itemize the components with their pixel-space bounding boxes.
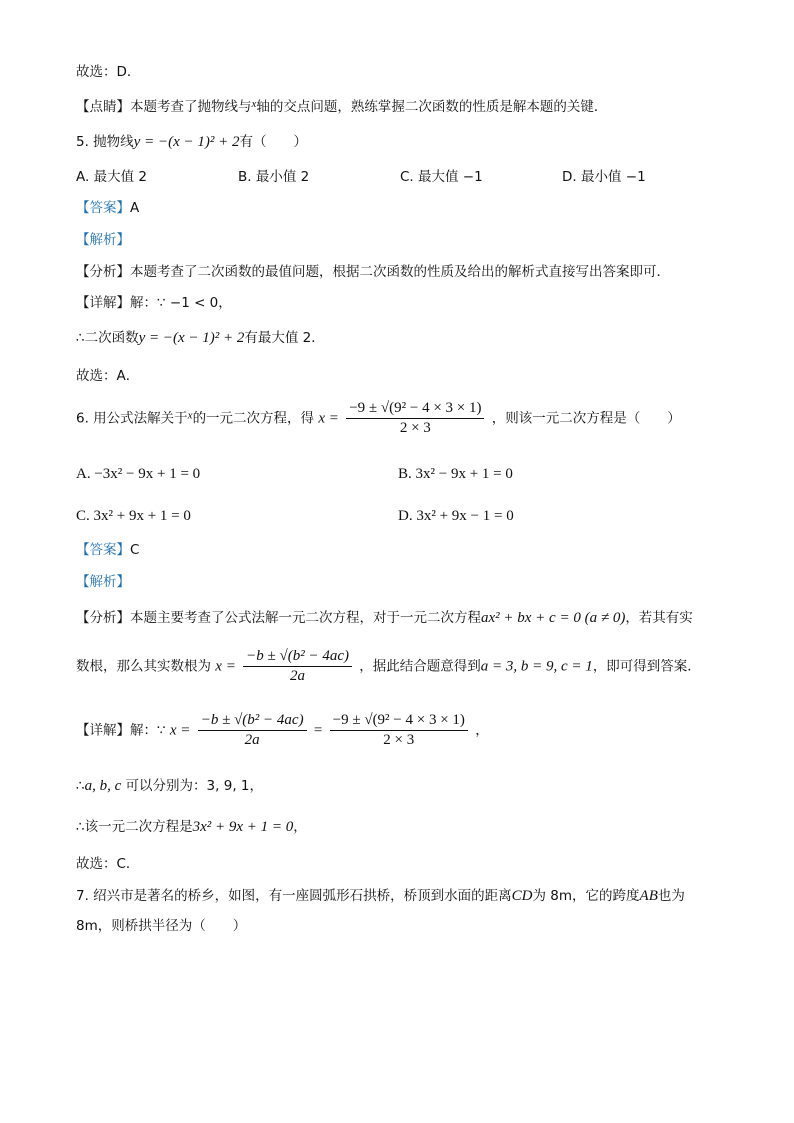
q5-option-b: B. 最小值 2 xyxy=(238,169,310,185)
question-7-line1: 7. 绍兴市是著名的桥乡，如图，有一座圆弧形石拱桥，桥顶到水面的距离CD为 8m，它的跨度AB也为 xyxy=(76,888,685,904)
detail-q6-line2: ∴a, b, c 可以分别为：3, 9, 1， xyxy=(76,778,263,794)
choice-q5: 故选：A． xyxy=(76,368,140,384)
comment-tag: 【点睛】 xyxy=(76,99,130,115)
detail-q6-line3: ∴该一元二次方程是3x² + 9x + 1 = 0， xyxy=(76,819,307,835)
answer-tag: 【答案】 xyxy=(76,200,130,216)
detail-q6-line1: 【详解】解：∵ x = $\frac{\text{−b ± √(b² − 4ac)}}{2a}$ = $\frac{\text{−9 ± √(9² − 4 × 3 × 1)}}{2 \times 3}$ ， xyxy=(76,712,489,748)
analysis-heading-q5: 【解析】 xyxy=(76,232,130,248)
answer-q5: 【答案】A xyxy=(76,200,140,216)
analysis-q5: 【分析】本题考查了二次函数的最值问题，根据二次函数的性质及给出的解析式直接写出答案即可． xyxy=(76,264,670,280)
question-5: 5. 抛物线y = −(x − 1)² + 2有（ ） xyxy=(76,134,307,150)
q6-option-c: C. 3x² + 9x + 1 = 0 xyxy=(76,508,191,524)
q6-fraction: $\frac{\text{−9 ± √(9² − 4 × 3 × 1)}}{2 \times 3}$ xyxy=(346,400,484,437)
q6-option-d: D. 3x² + 9x − 1 = 0 xyxy=(398,508,514,524)
analysis-q6-line1: 【分析】本题主要考查了公式法解一元二次方程，对于一元二次方程ax² + bx + c = 0 (a ≠ 0)，若其有实 xyxy=(76,610,693,626)
q5-option-a: A. 最大值 2 xyxy=(76,169,147,185)
question-7-line2: 8m，则桥拱半径为（ ） xyxy=(76,918,247,934)
choice-q6: 故选：C． xyxy=(76,856,140,872)
q5-option-d: D. 最小值 −1 xyxy=(562,169,646,185)
detail-q5-line1: 【详解】解：∵ −1 < 0， xyxy=(76,295,232,311)
detail-q5-line2: ∴二次函数y = −(x − 1)² + 2有最大值 2． xyxy=(76,330,325,346)
answer-line-q4: 故选：D． xyxy=(76,64,141,80)
root-formula: $\frac{\text{−b ± √(b² − 4ac)}}{2a}$ xyxy=(243,648,352,685)
analysis-heading-q6: 【解析】 xyxy=(76,574,130,590)
analysis-q6-line2: 数根，那么其实数根为 x = $\frac{\text{−b ± √(b² − 4ac)}}{2a}$ ，据此结合题意得到a = 3, b = 9, c = 1，即可得到答案． xyxy=(76,648,701,684)
answer-q6: 【答案】C xyxy=(76,542,140,558)
q6-option-a: A. −3x² − 9x + 1 = 0 xyxy=(76,466,201,482)
q5-formula: y = −(x − 1)² + 2 xyxy=(133,134,240,150)
q6-option-b: B. 3x² − 9x + 1 = 0 xyxy=(398,466,513,482)
q5-option-c: C. 最大值 −1 xyxy=(400,169,483,185)
question-6: 6. 用公式法解关于$^x$的一元二次方程，得 x = $\frac{\text{−9 ± √(9² − 4 × 3 × 1)}}{2 \times 3}$ ，则该一元二次方程是（ ） xyxy=(76,400,681,436)
comment-line-q4: 【点睛】本题考查了抛物线与$^x$轴的交点问题，熟练掌握二次函数的性质是解本题的关键． xyxy=(76,98,608,115)
